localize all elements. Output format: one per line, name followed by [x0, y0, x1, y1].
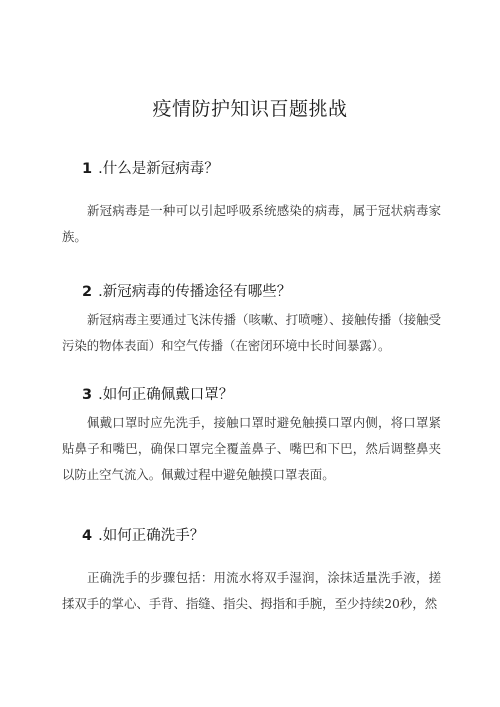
question-heading-3	[82, 385, 442, 405]
document-title: 疫情防护知识百题挑战	[152, 98, 348, 120]
question-number: 4	[82, 528, 93, 544]
question-number: 1	[82, 161, 93, 177]
question-number: 3	[82, 387, 93, 403]
answer-paragraph-3: 佩戴口罩时应先洗手，接触口罩时避免触摸口罩内侧，将口罩紧贴鼻子和嘴巴，确保口罩完全覆盖鼻子、嘴巴和下巴，然后调整鼻夹以防止空气流入。佩戴过程中避免触摸口罩表面。	[62, 415, 441, 482]
question-text: .新冠病毒的传播途径有哪些？	[98, 284, 292, 300]
question-heading-2	[82, 282, 442, 302]
question-heading-4	[82, 526, 442, 546]
answer-paragraph-1: 新冠病毒是一种可以引起呼吸系统感染的病毒，属于冠状病毒家族。	[62, 203, 441, 244]
question-text: .如何正确洗手？	[98, 528, 205, 544]
question-heading-1	[82, 159, 442, 179]
question-text: .如何正确佩戴口罩？	[98, 387, 234, 403]
answer-paragraph-4: 正确洗手的步骤包括：用流水将双手湿润，涂抹适量洗手液，搓揉双手的掌心、手背、指缝、指尖、拇指和手腕，至少持续20秒，然	[62, 570, 441, 611]
answer-paragraph-2: 新冠病毒主要通过飞沫传播（咳嗽、打喷嚏）、接触传播（接触受污染的物体表面）和空气传播（在密闭环境中长时间暴露）。	[62, 312, 441, 353]
question-number: 2	[82, 284, 93, 300]
question-text: .什么是新冠病毒？	[98, 161, 219, 177]
